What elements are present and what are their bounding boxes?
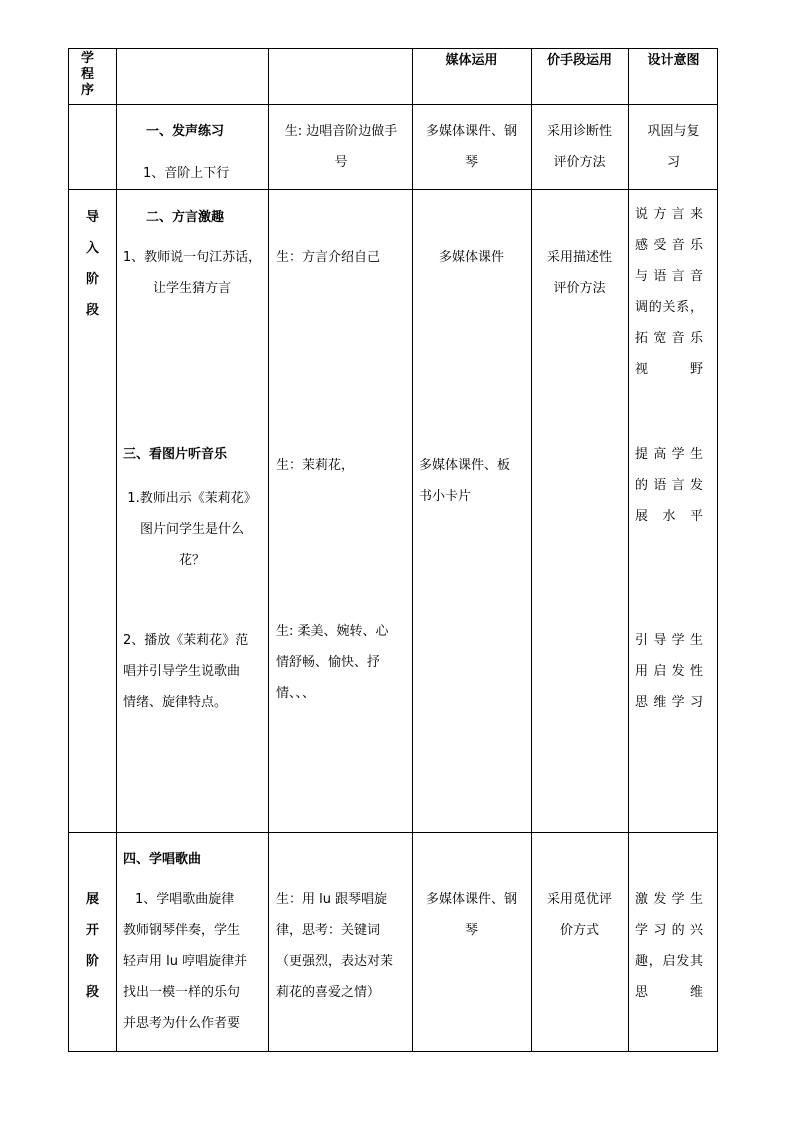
row-divider bbox=[69, 104, 717, 105]
learn-desc: 教师钢琴伴奏，学生 轻声用 lu 哼唱旋律并 找出一模一样的乐句 并思考为什么作者要 bbox=[123, 923, 248, 1031]
picture-intent-2: 引导学生 用启发性 思维学习 bbox=[635, 633, 703, 710]
dialect-item: 1、教师说一句江苏话， 让学生猜方言 bbox=[122, 250, 262, 296]
lesson-plan-table bbox=[68, 48, 718, 1052]
warmup-title: 一、发声练习 bbox=[146, 124, 225, 139]
learn-student: 生：用 lu 跟琴唱旋 律，思考：关键词 （更强烈，表达对茉 莉花的喜爱之情） bbox=[276, 892, 394, 1000]
picture-student-2: 生: 柔美、婉转、心 情舒畅、愉快、抒 情、、、 bbox=[276, 624, 389, 701]
dialect-media: 多媒体课件 bbox=[438, 250, 504, 265]
warmup-media: 多媒体课件、钢 琴 bbox=[425, 124, 517, 170]
stage-develop: 展 开 阶 段 bbox=[85, 892, 99, 1000]
header-stage: 学 程 序 bbox=[81, 51, 95, 98]
picture-student-1: 生：茉莉花， bbox=[276, 458, 355, 473]
learn-intent: 激发学生 学习的兴 趣，启发其 思维 bbox=[635, 892, 703, 1000]
header-media: 媒体运用 bbox=[445, 53, 498, 68]
dialect-title: 二、方言激趣 bbox=[146, 210, 225, 225]
learn-title: 四、学唱歌曲 bbox=[123, 852, 202, 867]
warmup-intent: 巩固与复 习 bbox=[647, 124, 700, 170]
picture-item-2: 2、播放《茉莉花》范 唱并引导学生说歌曲 情绪、旋律特点。 bbox=[123, 633, 249, 710]
picture-intent-1: 提高学生 的语言发 展水平 bbox=[635, 447, 703, 524]
dialect-intent: 说方言来 感受音乐 与语言音 调的关系， 拓宽音乐 视野 bbox=[635, 207, 703, 377]
row-divider bbox=[69, 832, 717, 833]
picture-title: 三、看图片听音乐 bbox=[123, 447, 228, 462]
col-divider bbox=[628, 49, 629, 1051]
dialect-eval: 采用描述性 评价方法 bbox=[546, 250, 612, 296]
warmup-item: 1、音阶上下行 bbox=[143, 166, 230, 181]
stage-intro: 导 入 阶 段 bbox=[85, 210, 99, 318]
col-divider bbox=[116, 49, 117, 1051]
col-divider bbox=[268, 49, 269, 1051]
warmup-eval: 采用诊断性 评价方法 bbox=[546, 124, 612, 170]
picture-media: 多媒体课件、板 书小卡片 bbox=[419, 458, 511, 504]
learn-media: 多媒体课件、钢 琴 bbox=[425, 892, 517, 938]
header-eval: 价手段运用 bbox=[546, 53, 612, 68]
warmup-student: 生: 边唱音阶边做手 号 bbox=[284, 124, 398, 170]
header-intent: 设计意图 bbox=[647, 53, 700, 68]
learn-eval: 采用觅优评 价方式 bbox=[546, 892, 612, 938]
picture-item-1: 1.教师出示《茉莉花》 图片问学生是什么 花？ bbox=[127, 491, 257, 568]
dialect-student: 生：方言介绍自己 bbox=[276, 250, 381, 265]
row-divider bbox=[69, 189, 717, 190]
learn-item: 1、学唱歌曲旋律 bbox=[135, 892, 235, 907]
